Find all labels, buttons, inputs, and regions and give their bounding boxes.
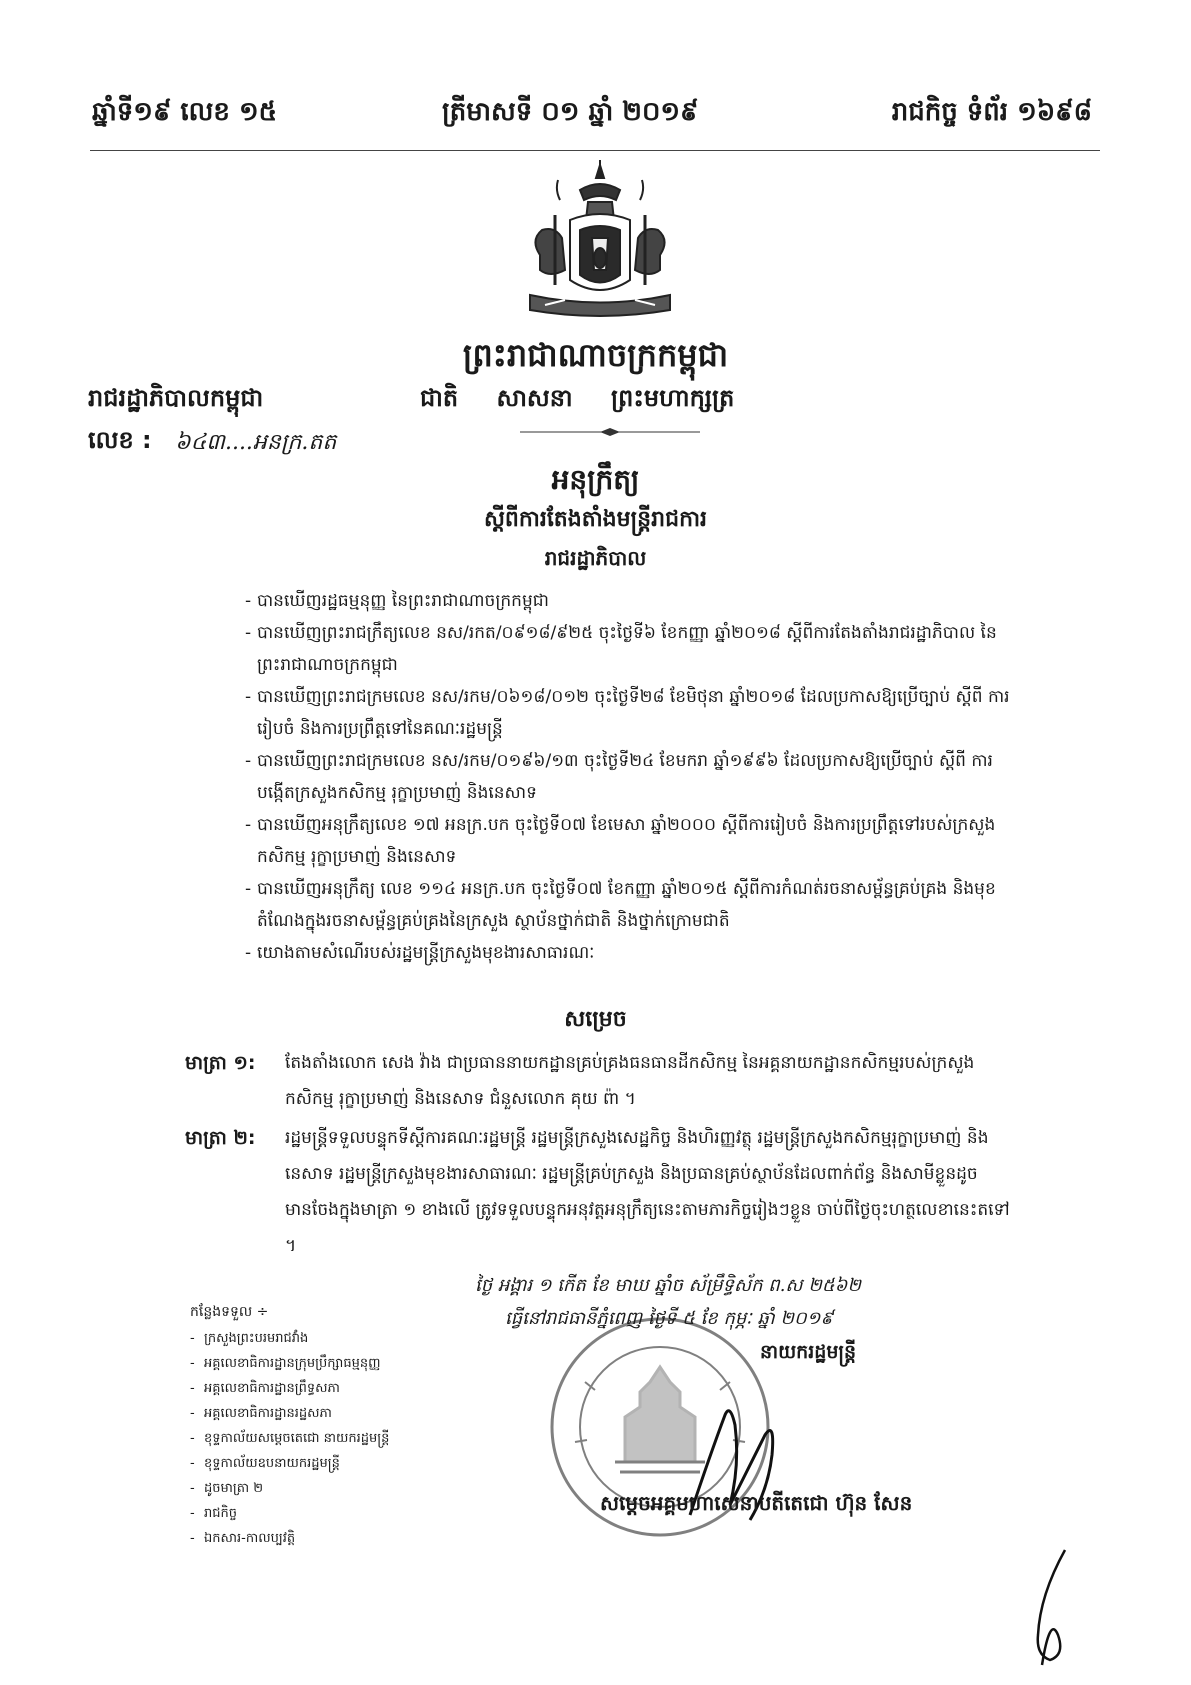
decree-number-label: លេខ :: [88, 426, 152, 454]
lunar-date: ថ្ងៃ អង្គារ ១ កើត ខែ មាឃ ឆ្នាំច ស័ម្រឹទ្ធិស័ក ព.ស ២៥៦២: [475, 1275, 862, 1296]
initials-mark-icon: [1020, 1545, 1080, 1675]
signatory-name: សម្ដេចអគ្គមហាសេនាបតីតេជោ ហ៊ុន សែន: [600, 1491, 913, 1515]
document-type: អនុក្រឹត្យ: [551, 463, 640, 496]
decree-number-value: ៦៤៣....អនក្រ.តត: [175, 430, 337, 455]
header-divider: [90, 150, 1100, 151]
article-2: [185, 1120, 1015, 1264]
recitals-list: [245, 585, 1025, 969]
gazette-year-issue: ឆ្នាំទី១៩ លេខ ១៥: [92, 97, 278, 127]
article-label: មាត្រា ២:: [185, 1127, 256, 1149]
signatory-title: នាយករដ្ឋមន្ត្រី: [760, 1341, 857, 1363]
place-and-date: ធ្វើនៅរាជធានីភ្នំពេញ ថ្ងៃទី ៥ ខែ កុម្ភៈ ឆ្នាំ ២០១៩: [505, 1308, 834, 1329]
decision-heading: សម្រេច: [564, 1007, 627, 1032]
article-label: មាត្រា ១:: [185, 1052, 256, 1074]
recipients-list: [190, 1326, 389, 1551]
article-1: [185, 1045, 1015, 1117]
recipients-heading: កន្លែងទទួល ÷: [190, 1304, 269, 1320]
kingdom-name: ព្រះរាជាណាចក្រកម្ពុជា: [462, 336, 729, 374]
recipient-item: - អគ្គលេខាធិការដ្ឋានព្រឹទ្ធសភា: [190, 1376, 389, 1401]
royal-emblem-icon: [510, 160, 690, 330]
recipient-item: - ខុទ្ទកាល័យឧបនាយករដ្ឋមន្ត្រី: [190, 1451, 389, 1476]
recital-item: - បានឃើញព្រះរាជក្រមលេខ នស/រកម/០១៩៦/១៣ ចុះថ្ងៃទី២៤ ខែមករា ឆ្នាំ១៩៩៦ ដែលប្រកាសឱ្យប្រើច្បាប់ ស្ដីពី ការបង្កើតក្រសួងកសិកម្ម រុក្ខាប្រមាញ់ និងនេសាទ: [245, 745, 1025, 809]
article-text: រដ្ឋមន្ត្រីទទួលបន្ទុកទីស្ដីការគណៈរដ្ឋមន្ត្រី រដ្ឋមន្ត្រីក្រសួងសេដ្ឋកិច្ច និងហិរញ្ញវត្ថុ រដ្ឋមន្ត្រីក្រសួងកសិកម្មរុក្ខាប្រមាញ់ និងនេសាទ រដ្ឋមន្ត្រីក្រសួងមុខងារសាធារណៈ រដ្ឋមន្ត្រីគ្រប់ក្រសួង និងប្រធានគ្រប់ស្ថាប័នដែលពាក់ព័ន្ធ និងសាមីខ្លួនដូចមានចែងក្នុងមាត្រា ១ ខាងលើ ត្រូវទទួលបន្ទុកអនុវត្តអនុក្រឹត្យនេះតាមភារកិច្ចរៀងៗខ្លួន ចាប់ពីថ្ងៃចុះហត្ថលេខានេះតទៅ ។: [285, 1128, 1010, 1256]
gazette-header: [92, 95, 1092, 145]
recipient-item: - ក្រសួងព្រះបរមរាជវាំង: [190, 1326, 389, 1351]
document-subject: ស្ដីពីការតែងតាំងមន្ត្រីរាជការ: [483, 507, 707, 532]
recital-item: - បានឃើញព្រះរាជក្រឹត្យលេខ នស/រកត/០៩១៨/៩២៥ ចុះថ្ងៃទី៦ ខែកញ្ញា ឆ្នាំ២០១៨ ស្ដីពីការតែងតាំងរាជរដ្ឋាភិបាល នៃព្រះរាជាណាចក្រកម្ពុជា: [245, 617, 1025, 681]
recipient-item: - រាជកិច្ច: [190, 1501, 389, 1526]
recital-item: - បានឃើញព្រះរាជក្រមលេខ នស/រកម/០៦១៨/០១២ ចុះថ្ងៃទី២៨ ខែមិថុនា ឆ្នាំ២០១៨ ដែលប្រកាសឱ្យប្រើច្បាប់ ស្ដីពី ការរៀបចំ និងការប្រព្រឹត្តទៅនៃគណៈរដ្ឋមន្ត្រី: [245, 681, 1025, 745]
gazette-page-number: រាជកិច្ច ទំព័រ ១៦៩៨: [891, 97, 1092, 127]
recipient-item: - អគ្គលេខាធិការដ្ឋានរដ្ឋសភា: [190, 1401, 389, 1426]
national-motto: ជាតិ សាសនា ព្រះមហាក្សត្រ: [420, 384, 735, 412]
recipient-item: - ដូចមាត្រា ២: [190, 1476, 389, 1501]
recipient-item: - ឯកសារ-កាលប្បវត្តិ: [190, 1526, 389, 1551]
document-issuer: រាជរដ្ឋាភិបាល: [544, 546, 647, 570]
recital-item: - បានឃើញអនុក្រឹត្យលេខ ១៧ អនក្រ.បក ចុះថ្ងៃទី០៧ ខែមេសា ឆ្នាំ២០០០ ស្ដីពីការរៀបចំ និងការប្រព្រឹត្តទៅរបស់ក្រសួងកសិកម្ម រុក្ខាប្រមាញ់ និងនេសាទ: [245, 809, 1025, 873]
recipient-item: - អគ្គលេខាធិការដ្ឋានក្រុមប្រឹក្សាធម្មនុញ្ញ: [190, 1351, 389, 1376]
gazette-quarter: ត្រីមាសទី ០១ ឆ្នាំ ២០១៩: [442, 97, 699, 127]
article-text: តែងតាំងលោក សេង វ៉ាង ជាប្រធាននាយកដ្ឋានគ្រប់គ្រងធនធានដីកសិកម្ម នៃអគ្គនាយកដ្ឋានកសិកម្មរបស់ក្រសួងកសិកម្ម រុក្ខាប្រមាញ់ និងនេសាទ ជំនួសលោក គុយ ព៉ា ។: [285, 1053, 975, 1109]
ornamental-divider-icon: [520, 428, 700, 436]
recital-item: - បានឃើញរដ្ឋធម្មនុញ្ញ នៃព្រះរាជាណាចក្រកម្ពុជា: [245, 585, 1025, 617]
recital-item: - បានឃើញអនុក្រឹត្យ លេខ ១១៤ អនក្រ.បក ចុះថ្ងៃទី០៧ ខែកញ្ញា ឆ្នាំ២០១៥ ស្ដីពីការកំណត់រចនាសម្ព័ន្ធគ្រប់គ្រង និងមុខតំណែងក្នុងរចនាសម្ព័ន្ធគ្រប់គ្រងនៃក្រសួង ស្ថាប័នថ្នាក់ជាតិ និងថ្នាក់ក្រោមជាតិ: [245, 873, 1025, 937]
recital-item: - យោងតាមសំណើរបស់រដ្ឋមន្ត្រីក្រសួងមុខងារសាធារណៈ: [245, 937, 1025, 969]
government-name: រាជរដ្ឋាភិបាលកម្ពុជា: [88, 384, 264, 412]
recipient-item: - ខុទ្ទកាល័យសម្ដេចតេជោ នាយករដ្ឋមន្ត្រី: [190, 1426, 389, 1451]
